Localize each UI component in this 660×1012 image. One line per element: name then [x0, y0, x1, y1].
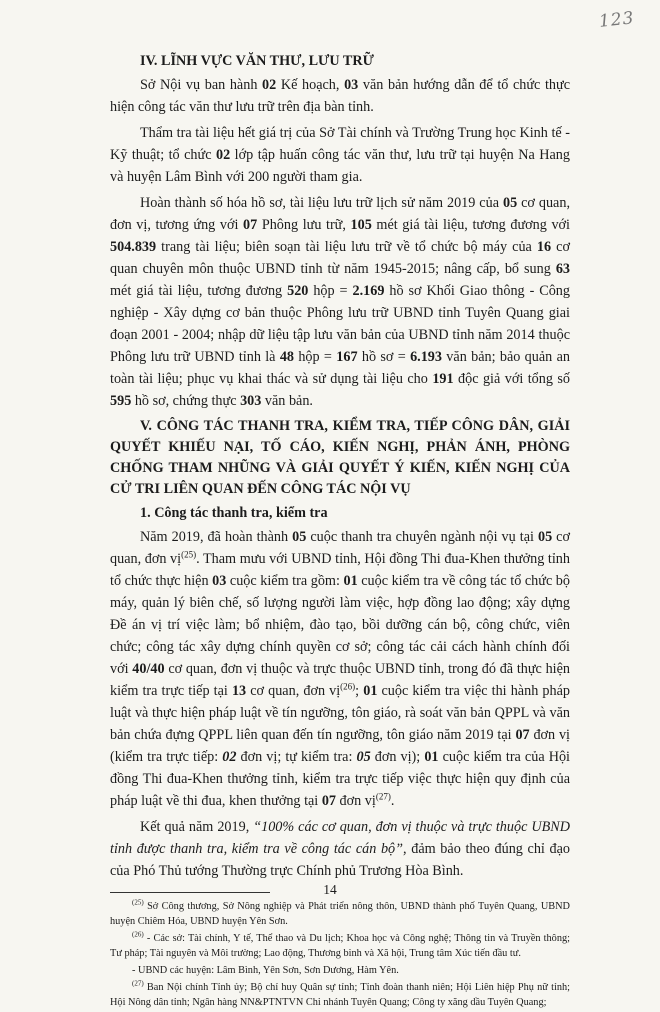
section-v-paragraph-1 — [110, 526, 570, 812]
bold-number: 01 — [424, 749, 439, 765]
text-run: hồ sơ Khối Giao thông - Công nghiệp - Xây dựng cơ bản thuộc Phông lưu trữ UBND tỉnh Tuyên Quang giai đoạn 2001 - 2004; nhập dữ liệu tập lưu văn bản của UBND tỉnh năm 2014 thuộc Phông lưu trữ UBND tỉnh là — [110, 283, 570, 365]
bold-number: 504.839 — [110, 239, 157, 255]
text-run: đơn vị; tự kiểm tra: — [236, 749, 357, 765]
bold-number: 05 — [292, 529, 307, 545]
text-run: Phông lưu trữ, — [257, 217, 351, 233]
footnote-mark: (25) — [132, 898, 144, 907]
text-run: đơn vị — [336, 793, 376, 809]
section-iv-paragraph-3 — [110, 192, 570, 412]
footnote-25 — [110, 899, 570, 929]
text-run: Kết quả năm 2019, — [140, 819, 254, 835]
text-run: mét giá tài liệu, tương đương — [110, 283, 288, 299]
text-run: , đảm bảo theo đúng chỉ đạo của Phó Thủ tướng Thường trực Chính phủ Trương Hòa Bình. — [110, 841, 570, 879]
text-run: cơ quan, đơn vị — [110, 529, 570, 567]
bold-number: 03 — [212, 573, 227, 589]
text-run: cuộc kiểm tra của Hội đồng Thi đua-Khen thưởng tỉnh, kiểm tra trực tiếp việc thực hiện quy định của pháp luật về thi đua, khen thưởng tại — [110, 749, 570, 809]
section-iv-title: IV. LĨNH VỰC VĂN THƯ, LƯU TRỮ — [140, 53, 374, 69]
text-run: hồ sơ = — [357, 349, 411, 365]
section-iv-paragraph-1 — [110, 74, 570, 118]
text-run: đơn vị); — [370, 749, 425, 765]
italic-quote: “100% các cơ quan, đơn vị thuộc và trực thuộc UBND tỉnh được thanh tra, kiểm tra về công tác cán bộ” — [110, 819, 570, 857]
text-run: Thẩm tra tài liệu hết giá trị của Sở Tài chính và Trường Trung học Kinh tế - Kỹ thuật; tổ chức — [110, 125, 570, 163]
bold-number: 595 — [110, 393, 132, 409]
bold-number: 07 — [515, 727, 530, 743]
footnote-ref-25: (25) — [181, 549, 197, 560]
bold-number: 01 — [343, 573, 358, 589]
text-run: mét giá tài liệu, tương đương với — [371, 217, 570, 233]
footnote-text: Sở Công thương, Sở Nông nghiệp và Phát triển nông thôn, UBND thành phố Tuyên Quang, UBND huyện Chiêm Hóa, UBND huyện Yên Sơn. — [110, 901, 570, 927]
footnote-text: - UBND các huyện: Lâm Bình, Yên Sơn, Sơn Dương, Hàm Yên. — [132, 965, 399, 976]
text-run: hồ sơ, chứng thực — [131, 393, 241, 409]
bold-number: 40/40 — [132, 661, 165, 677]
section-v-paragraph-2 — [110, 816, 570, 882]
text-run: hộp = — [308, 283, 353, 299]
text-run: trang tài liệu; biên soạn tài liệu lưu trữ về tổ chức bộ máy của — [156, 239, 537, 255]
text-run: cuộc kiểm tra về công tác tổ chức bộ máy, quản lý biên chế, số lượng người làm việc, hợp đồng lao động; xây dựng Đề án vị trí việc làm; bổ nhiệm, đào tạo, bồi dưỡng cán bộ, công chức, viên chức; công tác xây dựng chính quyền cơ sở; công tác cải cách hành chính đối với — [110, 573, 570, 677]
bold-number: 01 — [363, 683, 378, 699]
text-run: văn bản; bảo quản an toàn tài liệu; phục vụ khai thác và sử dụng tài liệu cho — [110, 349, 570, 387]
footnote-26-continued — [110, 963, 570, 978]
text-run: độc giả với tổng số — [453, 371, 570, 387]
text-run: văn bản hướng dẫn để tổ chức thực hiện công tác văn thư lưu trữ trên địa bàn tỉnh. — [110, 77, 570, 115]
italic-number: 02 — [222, 749, 237, 765]
bold-number: 07 — [321, 793, 336, 809]
footnote-26 — [110, 931, 570, 961]
italic-number: 05 — [356, 749, 371, 765]
text-run: cơ quan, đơn vị thuộc và trực thuộc UBND tỉnh, trong đó đã thực hiện kiểm tra trực tiếp tại — [110, 661, 570, 699]
text-run: hộp = — [294, 349, 337, 365]
footnote-27 — [110, 980, 570, 1010]
text-run: . — [390, 793, 395, 809]
text-run: đơn vị (kiểm tra trực tiếp: — [110, 727, 570, 765]
section-iv-paragraph-2 — [110, 122, 570, 188]
text-run: Hoàn thành số hóa hồ sơ, tài liệu lưu trữ lịch sử năm 2019 của — [140, 195, 503, 211]
bold-number: 05 — [502, 195, 518, 211]
handwritten-page-number: 123 — [597, 8, 635, 32]
footnote-ref-26: (26) — [340, 681, 356, 692]
text-run: cơ quan chuyên môn thuộc UBND tỉnh từ năm 1945-2015; nâng cấp, bổ sung — [110, 239, 570, 277]
bold-number: 16 — [536, 239, 552, 255]
text-run: cuộc kiểm tra việc thi hành pháp luật và thực hiện pháp luật về tín ngưỡng, tôn giáo, rà soát văn bản QPPL và văn bản chứa đựng QPPL liên quan đến tín ngưỡng, tôn giáo năm 2019 tại — [110, 683, 570, 743]
bold-number: 303 — [240, 393, 262, 409]
text-run: Sở Nội vụ ban hành — [140, 77, 263, 93]
footnote-mark: (26) — [132, 930, 144, 939]
text-run: cuộc thanh tra chuyên ngành nội vụ tại — [306, 529, 538, 545]
bold-number: 05 — [537, 529, 553, 545]
bold-number: 02 — [262, 77, 277, 93]
bold-number: 167 — [336, 349, 358, 365]
footnote-text: Ban Nội chính Tỉnh ủy; Bộ chỉ huy Quân sự tỉnh; Tỉnh đoàn thanh niên; Hội Liên hiệp Phụ nữ tỉnh; Hội Nông dân tỉnh; Ngân hàng NN&PTNTVN Chi nhánh Tuyên Quang; Công ty xăng dầu Tuyên Quang; — [110, 982, 570, 1008]
footnote-ref-27: (27) — [375, 791, 391, 802]
bold-number: 13 — [231, 683, 247, 699]
bold-number: 03 — [344, 77, 359, 93]
bold-number: 63 — [555, 261, 570, 277]
text-run: Năm 2019, đã hoàn thành — [140, 529, 293, 545]
text-run: cuộc kiểm tra gồm: — [226, 573, 344, 589]
text-run: văn bản. — [261, 393, 313, 409]
bold-number: 520 — [287, 283, 309, 299]
footnote-mark: (27) — [132, 979, 144, 988]
footnote-text: - Các sở: Tài chính, Y tế, Thể thao và Du lịch; Khoa học và Công nghệ; Thông tin và Truyền thông; Tư pháp; Tài nguyên và Môi trường; Lao động, Thương binh và Xã hội, Trung tâm Xúc tiến đầu tư. — [110, 933, 570, 959]
document-body — [110, 50, 570, 1012]
bold-number: 02 — [216, 147, 231, 163]
text-run: ; — [355, 683, 364, 699]
text-run: lớp tập huấn công tác văn thư, lưu trữ tại huyện Na Hang và huyện Lâm Bình với 200 người tham gia. — [110, 147, 570, 185]
text-run: cơ quan, đơn vị — [246, 683, 341, 699]
text-run: cơ quan, đơn vị, tương ứng với — [110, 195, 570, 233]
bold-number: 2.169 — [352, 283, 385, 299]
text-run: . Tham mưu với UBND tỉnh, Hội đồng Thi đua-Khen thưởng tỉnh tổ chức thực hiện — [110, 551, 570, 589]
subsection-1-title: 1. Công tác thanh tra, kiểm tra — [140, 505, 328, 521]
bold-number: 105 — [350, 217, 372, 233]
page-number: 14 — [323, 882, 337, 897]
bold-number: 6.193 — [410, 349, 442, 365]
text-run: Kế hoạch, — [276, 77, 345, 93]
section-v-title: V. CÔNG TÁC THANH TRA, KIỂM TRA, TIẾP CÔNG DÂN, GIẢI QUYẾT KHIẾU NẠI, TỐ CÁO, KIẾN NGHỊ, PHẢN ÁNH, PHÒNG CHỐNG THAM NHŨNG VÀ GIẢI QUYẾT Ý KIẾN, KIẾN NGHỊ CỦA CỬ TRI LIÊN QUAN ĐẾN CÔNG TÁC NỘI VỤ — [110, 418, 570, 497]
bold-number: 191 — [432, 371, 454, 387]
bold-number: 07 — [243, 217, 258, 233]
bold-number: 48 — [279, 349, 294, 365]
